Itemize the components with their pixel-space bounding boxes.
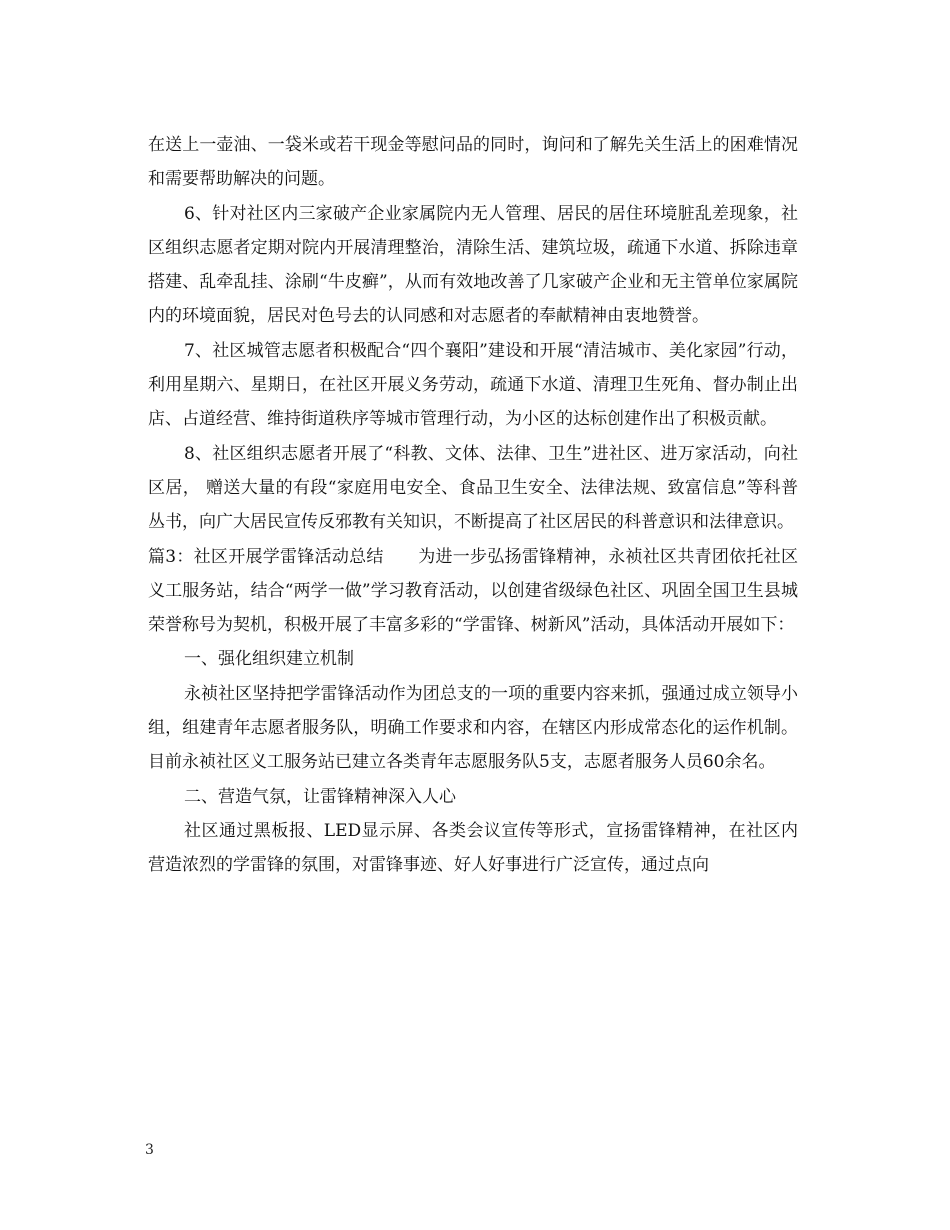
subheading-2: 二、营造气氛，让雷锋精神深入人心 xyxy=(184,786,456,807)
subheading-1: 一、强化组织建立机制 xyxy=(184,649,354,670)
paragraph-5-section-heading: 篇3：社区开展学雷锋活动总结 为进一步弘扬雷锋精神，永祯社区共青团依托社区义工服务站，结合“两学一做”学习教育活动，以创建省级绿色社区、巩固全国卫生县城荣誉称号为契机，积极开展了丰富多彩的“学雷锋、树新风”活动，具体活动开展如下： xyxy=(148,546,798,636)
paragraph-1: 在送上一壶油、一袋米或若干现金等慰问品的同时，询问和了解先关生活上的困难情况和需要帮助解决的问题。 xyxy=(148,135,798,190)
paragraph-6: 永祯社区坚持把学雷锋活动作为团总支的一项的重要内容来抓，强通过成立领导小组，组建青年志愿者服务队，明确工作要求和内容，在辖区内形成常态化的运作机制。目前永祯社区义工服务站已建立各类青年志愿服务队5支，志愿者服务人员60余名。 xyxy=(148,683,798,773)
document-body xyxy=(148,128,798,883)
paragraph-3: 7、社区城管志愿者积极配合“四个襄阳”建设和开展“清洁城市、美化家园”行动，利用星期六、星期日，在社区开展义务劳动，疏通下水道、清理卫生死角、督办制止出店、占道经营、维持街道秩序等城市管理行动，为小区的达标创建作出了积极贡献。 xyxy=(148,340,798,430)
paragraph-7: 社区通过黑板报、LED显示屏、各类会议宣传等形式，宣扬雷锋精神，在社区内营造浓烈的学雷锋的氛围，对雷锋事迹、好人好事进行广泛宣传，通过点向 xyxy=(148,820,798,876)
paragraph-2: 6、针对社区内三家破产企业家属院内无人管理、居民的居住环境脏乱差现象，社区组织志愿者定期对院内开展清理整治，清除生活、建筑垃圾，疏通下水道、拆除违章搭建、乱牵乱挂、涂刷“牛皮癣”，从而有效地改善了几家破产企业和无主管单位家属院内的环境面貌，居民对色号去的认同感和对志愿者的奉献精神由衷地赞誉。 xyxy=(148,203,798,327)
paragraph-4: 8、社区组织志愿者开展了“科教、文体、法律、卫生”进社区、进万家活动，向社区居， 赠送大量的有段“家庭用电安全、食品卫生安全、法律法规、致富信息”等科普丛书，向广大居民宣传反邪教有关知识，不断提高了社区居民的科普意识和法律意识。 xyxy=(148,443,798,533)
page-number: 3 xyxy=(145,1142,154,1158)
